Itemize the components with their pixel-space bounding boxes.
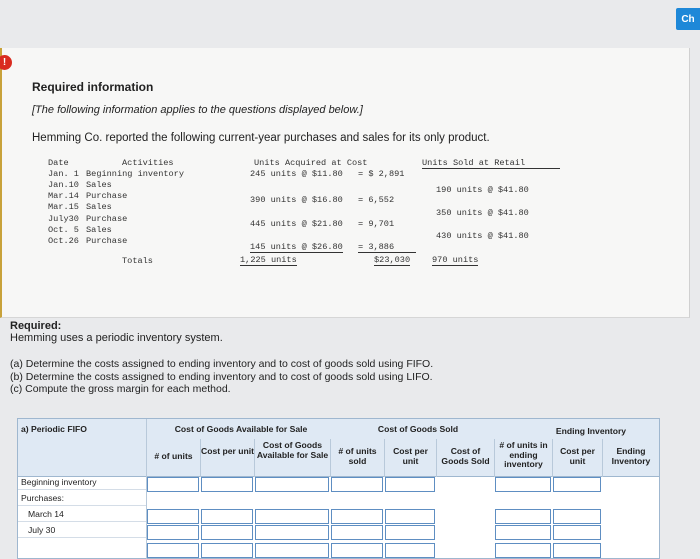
row-activity: Sales (86, 202, 112, 212)
col-units: # of units (154, 451, 193, 461)
requirement-heading: Required: (10, 320, 62, 332)
input-next-cogas[interactable] (255, 543, 329, 558)
col-ending-cost-per-unit: Cost per unit (560, 446, 595, 466)
input-jul30-cogas[interactable] (255, 525, 329, 540)
row-activity: Purchase (86, 191, 128, 201)
row-sold: 190 units @ $41.80 (436, 185, 529, 195)
col-units-sold: # of units sold (338, 446, 377, 466)
row-activity: Purchase (86, 236, 128, 246)
part-c: (c) Compute the gross margin for each method. (10, 383, 231, 395)
row-sold: 350 units @ $41.80 (436, 208, 529, 218)
header-date: Date (48, 158, 69, 168)
row-date: Mar.14 (48, 191, 79, 201)
totals-sold: 970 units (432, 255, 479, 265)
input-mar14-units-ending[interactable] (495, 509, 551, 524)
input-mar14-units-sold[interactable] (331, 509, 383, 524)
group-cogas: Cost of Goods Available for Sale (174, 424, 308, 434)
requirement-text: Hemming uses a periodic inventory system. (10, 332, 223, 344)
row-sold: 430 units @ $41.80 (436, 231, 529, 241)
required-info-title: Required information (32, 80, 154, 94)
requirement-parts (10, 358, 433, 396)
row-activity: Sales (86, 225, 112, 235)
row-cost: = 9,701 (358, 219, 395, 229)
row-activity: Purchase (86, 214, 128, 224)
input-next-ending-cost[interactable] (553, 543, 601, 558)
row-july-30: July 30 (28, 525, 56, 535)
input-next-units[interactable] (147, 543, 199, 558)
group-ending: Ending Inventory (555, 426, 627, 436)
input-mar14-units[interactable] (147, 509, 199, 524)
row-activity: Beginning inventory (86, 169, 184, 179)
row-acquired: 445 units @ $21.80 (250, 219, 343, 229)
input-next-units-ending[interactable] (495, 543, 551, 558)
input-begin-cogs-cost[interactable] (385, 477, 435, 492)
input-jul30-cogs-cost[interactable] (385, 525, 435, 540)
part-b: (b) Determine the costs assigned to ending inventory and to cost of goods sold using LIFO. (10, 370, 433, 383)
input-begin-cogas[interactable] (255, 477, 329, 492)
row-date: Oct.26 (48, 236, 79, 246)
required-info-subtitle: [The following information applies to the questions displayed below.] (32, 104, 363, 116)
input-next-cogs-cost[interactable] (385, 543, 435, 558)
col-cost-per-unit: Cost per unit (201, 446, 254, 456)
input-mar14-cogs-cost[interactable] (385, 509, 435, 524)
col-cogs-cost-per-unit: Cost per unit (393, 446, 428, 466)
row-beginning-inventory: Beginning inventory (21, 477, 97, 487)
fifo-answer-grid (17, 418, 660, 559)
totals-units: 1,225 units (240, 255, 297, 265)
input-begin-ending-cost[interactable] (553, 477, 601, 492)
input-jul30-units-sold[interactable] (331, 525, 383, 540)
totals-label: Totals (122, 256, 153, 266)
totals-cost: $23,030 (374, 255, 411, 265)
row-march-14: March 14 (28, 509, 64, 519)
input-mar14-cogas[interactable] (255, 509, 329, 524)
col-cogas: Cost of Goods Available for Sale (256, 440, 329, 460)
row-acquired: 145 units @ $26.80 (250, 242, 343, 252)
col-ending-inventory: Ending Inventory (611, 446, 651, 466)
input-jul30-units[interactable] (147, 525, 199, 540)
input-begin-units-sold[interactable] (331, 477, 383, 492)
group-cogs: Cost of Goods Sold (377, 424, 459, 434)
row-cost: = 3,886 (358, 242, 416, 253)
row-date: Oct. 5 (48, 225, 79, 235)
row-activity: Sales (86, 180, 112, 190)
row-date: Jan. 1 (48, 169, 79, 179)
section-label: a) Periodic FIFO (21, 424, 87, 434)
input-mar14-cost[interactable] (201, 509, 253, 524)
alert-icon: ! (0, 55, 12, 70)
row-acquired: 390 units @ $16.80 (250, 195, 343, 205)
requirement-block (10, 320, 223, 344)
chapter-button[interactable]: Ch (676, 8, 700, 30)
input-jul30-cost[interactable] (201, 525, 253, 540)
input-next-units-sold[interactable] (331, 543, 383, 558)
row-cost: = 6,552 (358, 195, 395, 205)
input-mar14-ending-cost[interactable] (553, 509, 601, 524)
col-cogs: Cost of Goods Sold (441, 446, 490, 466)
input-next-cost[interactable] (201, 543, 253, 558)
row-cost: = $ 2,891 (358, 169, 405, 179)
col-units-ending: # of units in ending inventory (499, 440, 548, 469)
part-a: (a) Determine the costs assigned to ending inventory and to cost of goods sold using FIFO. (10, 358, 434, 370)
header-acquired: Units Acquired at Cost (254, 158, 368, 168)
required-info-description: Hemming Co. reported the following current-year purchases and sales for its only product. (32, 132, 490, 144)
header-activities: Activities (122, 158, 174, 168)
row-date: Mar.15 (48, 202, 79, 212)
row-date: July30 (48, 214, 79, 224)
header-sold: Units Sold at Retail (422, 158, 560, 169)
row-purchases: Purchases: (21, 493, 64, 503)
input-begin-units-ending[interactable] (495, 477, 551, 492)
row-date: Jan.10 (48, 180, 79, 190)
input-begin-cost[interactable] (201, 477, 253, 492)
input-jul30-units-ending[interactable] (495, 525, 551, 540)
input-begin-units[interactable] (147, 477, 199, 492)
input-jul30-ending-cost[interactable] (553, 525, 601, 540)
row-acquired: 245 units @ $11.80 (250, 169, 343, 179)
